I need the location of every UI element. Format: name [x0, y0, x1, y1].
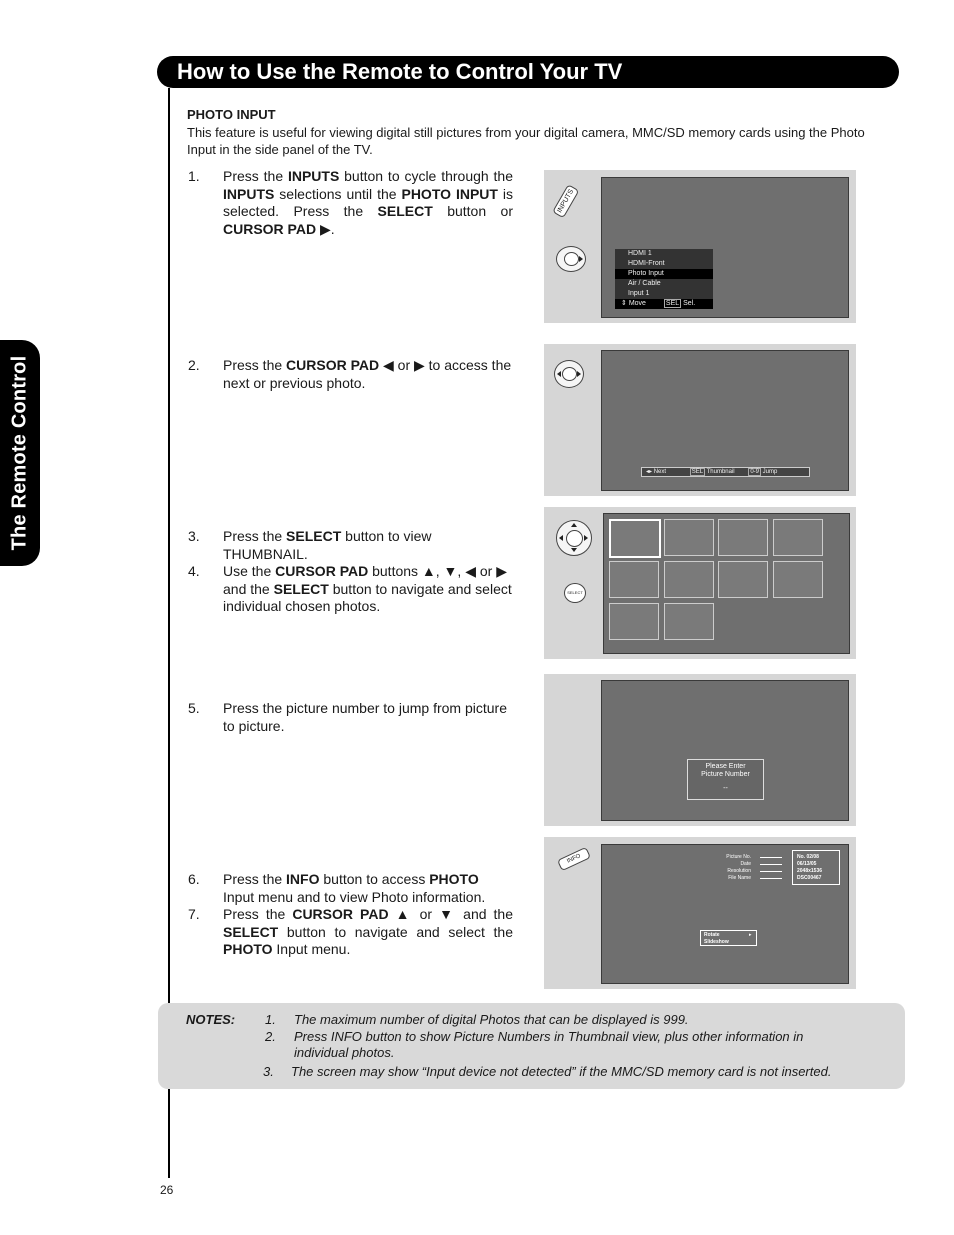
menu-item-selected[interactable]: Photo Input	[615, 269, 713, 279]
select-button-icon: SELECT	[564, 583, 586, 603]
arrow-right-icon	[579, 256, 583, 262]
step-number: 3.	[188, 528, 200, 544]
thumbnail[interactable]	[773, 519, 823, 556]
thumbnail[interactable]	[609, 603, 659, 640]
menu-footer: ⇕ Move SEL Sel.	[615, 299, 713, 309]
arrow-right-icon	[577, 371, 581, 377]
arrow-up-icon	[571, 523, 577, 527]
cursor-pad-icon	[556, 246, 586, 272]
photo-hint-bar: ◂▸ Next SEL Thumbnail 0-9 Jump	[641, 467, 810, 477]
info-button-icon: INFO	[557, 847, 591, 871]
connector-line	[760, 871, 782, 872]
step-3: 3. Press the SELECT button to view THUMBNAIL.	[188, 528, 432, 562]
connector-line	[760, 864, 782, 865]
arrow-right-icon: ▸	[749, 932, 752, 938]
thumbnail-selected[interactable]	[609, 519, 661, 558]
note-text: Press INFO button to show Picture Numbers in Thumbnail view, plus other information in individual photos.	[294, 1029, 804, 1060]
illustration-picture-number	[544, 674, 856, 826]
arrow-right-icon	[584, 535, 588, 541]
thumbnail[interactable]	[664, 561, 714, 598]
step-2: 2. Press the CURSOR PAD ◀ or ▶ to access the next or previous photo.	[188, 357, 512, 391]
info-label: Picture No.	[726, 854, 751, 860]
info-label: Date	[740, 861, 751, 867]
info-label: Resolution	[727, 868, 751, 874]
step-4: 4. Use the CURSOR PAD buttons ▲, ▼, ◀ or ▶ and the SELECT button to navigate and select individual chosen photos.	[188, 563, 512, 614]
section-heading: PHOTO INPUT	[187, 107, 276, 122]
step-6: 6. Press the INFO button to access PHOTO Input menu and to view Photo information.	[188, 871, 486, 905]
menu-item[interactable]: Air / Cable	[628, 280, 661, 287]
left-right-icon: ◂▸	[646, 469, 653, 475]
cursor-pad-icon	[556, 520, 592, 556]
step-7: 7. Press the CURSOR PAD ▲ or ▼ and the SELECT button to navigate and select the PHOTO Input menu.	[188, 906, 514, 957]
note-number: 3.	[263, 1064, 274, 1079]
step-number: 2.	[188, 357, 200, 373]
thumbnail[interactable]	[773, 561, 823, 598]
menu-item-rotate[interactable]: Rotate	[704, 932, 720, 938]
thumbnail[interactable]	[718, 561, 768, 598]
menu-item[interactable]: HDMI-Front	[628, 260, 665, 267]
menu-item[interactable]: Input 1	[628, 290, 650, 297]
step-number: 7.	[188, 906, 200, 922]
inputs-button-icon: INPUTS	[552, 184, 596, 228]
page-number: 26	[160, 1183, 174, 1197]
connector-line	[760, 857, 782, 858]
step-number: 5.	[188, 700, 200, 716]
side-tab-label: The Remote Control	[8, 355, 31, 551]
up-down-icon: ⇕	[621, 300, 627, 307]
arrow-left-icon	[557, 371, 561, 377]
note-text: The maximum number of digital Photos that can be displayed is 999.	[294, 1012, 689, 1027]
step-number: 1.	[188, 168, 200, 184]
picture-number-dialog: Please Enter Picture Number --	[687, 759, 764, 800]
menu-item[interactable]: HDMI 1	[628, 250, 652, 257]
info-label: File Name	[728, 875, 751, 881]
notes-label: NOTES:	[186, 1012, 236, 1027]
thumbnail[interactable]	[664, 603, 714, 640]
note-text: The screen may show “Input device not detected” if the MMC/SD memory card is not inserted.	[291, 1064, 832, 1079]
photo-input-menu	[700, 930, 757, 946]
thumbnail[interactable]	[609, 561, 659, 598]
menu-item-slideshow[interactable]: Slideshow	[704, 939, 729, 945]
photo-info-box: No. 02/08 06/13/05 2048x1536 DSC00467	[792, 850, 840, 885]
note-number: 2.	[265, 1029, 276, 1044]
step-number: 6.	[188, 871, 200, 887]
thumbnail[interactable]	[718, 519, 768, 556]
step-1: 1. Press the INPUTS button to cycle through the INPUTS selections until the PHOTO INPUT is selected. Press the SELECT button or CURSOR PAD ▶.	[188, 168, 513, 237]
step-number: 4.	[188, 563, 200, 579]
inputs-menu	[615, 249, 713, 309]
section-intro: This feature is useful for viewing digital still pictures from your digital camera, MMC/SD memory cards using the Photo Input in the side panel of the TV.	[187, 125, 865, 157]
thumbnail[interactable]	[664, 519, 714, 556]
page-title: How to Use the Remote to Control Your TV	[177, 59, 623, 84]
note-number: 1.	[265, 1012, 276, 1027]
cursor-pad-icon	[554, 360, 584, 388]
step-5: 5. Press the picture number to jump from picture to picture.	[188, 700, 508, 734]
connector-line	[760, 878, 782, 879]
arrow-down-icon	[571, 548, 577, 552]
arrow-left-icon	[559, 535, 563, 541]
picture-number-input[interactable]: --	[723, 785, 728, 792]
